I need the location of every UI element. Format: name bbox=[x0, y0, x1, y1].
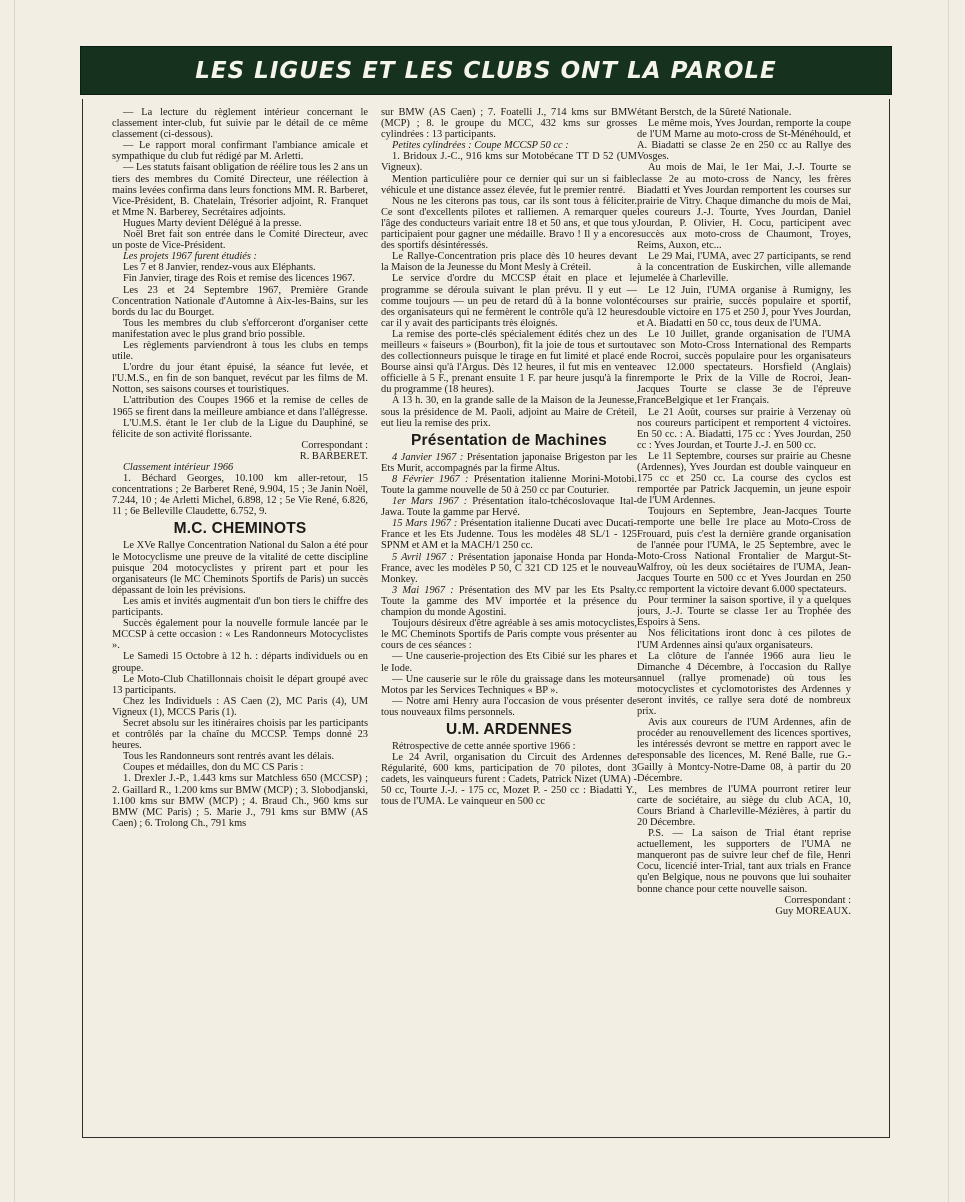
paragraph: Le 11 Septembre, courses sur prairie au Chesne (Ardennes), Yves Jourdan est double vainqueur en 175 cc et 250 cc. La course des cyclos est remportée par Patrick Jacquemin, un jeune espoir de l'UM Ardennes. bbox=[637, 450, 851, 507]
paragraph: sur BMW (AS Caen) ; 7. Foatelli J., 714 kms sur BMW (MCP) ; 8. le groupe du MCC, 432 kms sur grosses cylindrées : 13 participants. bbox=[381, 107, 637, 141]
paragraph: 1. Drexler J.-P., 1.443 kms sur Matchless 650 (MCCSP) ; 2. Gaillard R., 1.200 kms sur BMW (MCP) ; 3. Slobodjanski, 1.100 kms sur BMW (MCP) ; 4. Braud Ch., 960 kms sur BMW (MC Paris) ; 5. Marie J., 791 kms sur BMW (AS Caen) ; 6. Trolong Ch., 791 kms bbox=[112, 773, 368, 829]
paragraph: Nous ne les citerons pas tous, car ils sont tous à féliciter. Ce sont d'excellents pilotes et ralliemen. A remarquer que l'âge des conducteurs variait entre 18 et 50 ans, et que tous y participaient pour gagner une médaille. Bravo ! Il y a encore des sportifs désintéressés. bbox=[381, 195, 637, 252]
paragraph: Les membres de l'UMA pourront retirer leur carte de sociétaire, au siège du club ACA, 10, Cours Briand à Charleville-Mézières, à partir du 20 Décembre. bbox=[637, 783, 851, 828]
section-heading: M.C. CHEMINOTS bbox=[173, 520, 307, 538]
paragraph-date: 4 Janvier 1967 : bbox=[392, 451, 464, 463]
text-column-2 bbox=[381, 107, 637, 1127]
paragraph: Au mois de Mai, le 1er Mai, J.-J. Tourte se classe 2e au moto-cross de Nancy, les frères Biadatti et Yves Jourdan remportent les courses sur prairie de Vitry. Chaque dimanche du mois de Mai, les coureurs J.-J. Tourte, Yves Jourdan, Daniel Jourdan, P. Olivier, H. Cocu, participent avec succès aux moto-cross de Chaumont, Troyes, Reims, Auxon, etc... bbox=[637, 162, 851, 252]
signature-line: Correspondant : bbox=[301, 439, 368, 451]
paragraph-date: 1er Mars 1967 : bbox=[392, 496, 468, 508]
text-column-1 bbox=[112, 107, 368, 1127]
paragraph: Le 21 Août, courses sur prairie à Verzenay où nos coureurs participent et remportent 4 victoires. En 50 cc. : A. Biadatti, 175 cc : Yves Jourdan, 250 cc : Yves Jourdan, et Tourte J.-J. en 500 cc. bbox=[637, 406, 851, 451]
banner-title: LES LIGUES ET LES CLUBS ONT LA PAROLE bbox=[195, 57, 777, 84]
paragraph: — Une causerie-projection des Ets Cibié sur les phares et le Iode. bbox=[381, 651, 637, 674]
dated-paragraph bbox=[381, 474, 637, 496]
paragraph: Le même mois, Yves Jourdan, remporte la coupe de l'UM Marne au moto-cross de St-Ménéhould, et A. Biadatti se classe 2e en 250 cc au Rallye des Vosges. bbox=[637, 118, 851, 163]
paragraph-text: Présentation italienne Morini-Motobi. Toute la gamme nouvelle de 50 à 250 cc par Couturier. bbox=[381, 473, 637, 496]
paragraph-date: 3 Mai 1967 : bbox=[392, 584, 454, 596]
paragraph: La clôture de l'année 1966 aura lieu le Dimanche 4 Décembre, à l'occasion du Rallye annuel (rallye promenade) où tous les motocyclistes et cyclomotoristes des Ardennes y seront invités, ce rallye sera doté de nombreux prix. bbox=[637, 650, 851, 718]
paragraph: Tous les Randonneurs sont rentrés avant les délais. bbox=[123, 751, 335, 763]
paragraph: Chez les Individuels : AS Caen (2), MC Paris (4), UM Vigneux (1), MCCS Paris (1). bbox=[112, 695, 368, 718]
paragraph: Le Moto-Club Chatillonnais choisit le départ groupé avec 13 participants. bbox=[112, 673, 368, 696]
paragraph-text: Présentation italo-tchécoslovaque Ital-Jawa. Toute la gamme par Hervé. bbox=[381, 496, 637, 519]
paragraph-text: Présentation japonaise Honda par Honda-France, avec les modèles P 50, C 321 CD 125 et le nouveau Monkey. bbox=[381, 551, 637, 585]
paragraph: Le 10 Juillet, grande organisation de l'UMA avec son Moto-Cross International des Remparts de Rocroi, succès populaire pour les organisateurs avec 12.000 spectateurs. Horsfield (Anglais) remporte le Prix de la Ville de Rocroi, Jean-Jacques Tourte se classe 3e de l'épreuve FranceBelgique et 1er Français. bbox=[637, 328, 851, 407]
signature-line: R. BARBERET. bbox=[299, 450, 368, 462]
paragraph: Fin Janvier, tirage des Rois et remise des licences 1967. bbox=[123, 273, 355, 285]
dated-paragraph bbox=[381, 552, 637, 585]
paragraph: Hugues Marty devient Délégué à la presse. bbox=[123, 217, 302, 229]
paragraph-date: 5 Avril 1967 : bbox=[392, 551, 454, 563]
dated-paragraph bbox=[381, 452, 637, 474]
paragraph: Mention particulière pour ce dernier qui sur un si faible véhicule et une distance assez élevée, fut le premier rentré. bbox=[381, 173, 637, 196]
paragraph: — Notre ami Henry aura l'occasion de vous présenter de tous nouveaux films personnels. bbox=[381, 695, 637, 718]
paragraph: Rétrospective de cette année sportive 1966 : bbox=[392, 740, 576, 752]
paragraph: Avis aux coureurs de l'UM Ardennes, afin de procéder au renouvellement des licences sportives, les intéressés devront se mettre en rapport avec le responsable des licences, M. René Balle, rue G.-Gailly à Montcy-Notre-Dame 08, à partir du 20 Décembre. bbox=[637, 717, 851, 784]
paragraph: Les 7 et 8 Janvier, rendez-vous aux Eléphants. bbox=[123, 262, 316, 274]
dated-paragraph bbox=[381, 496, 637, 518]
paragraph: Pour terminer la saison sportive, il y a quelques jours, J.-J. Tourte se classe 1er au Trophée des Espoirs à Sens. bbox=[637, 595, 851, 629]
paragraph: 1. Béchard Georges, 10.100 km aller-retour, 15 concentrations ; 2e Barberet René, 9.904, 15 ; 3e Janin Noël, 7.244, 10 ; 4e Arletti Michel, 6.898, 12 ; 5e Vie René, 6.826, 11 ; 6e Belleville Claudette, 6.752, 9. bbox=[112, 473, 368, 518]
section-heading: Présentation de Machines bbox=[410, 431, 608, 449]
paragraph: — Une causerie sur le rôle du graissage dans les moteurs Motos par les Services Techniques « BP ». bbox=[381, 673, 637, 696]
signature-line: Guy MOREAUX. bbox=[775, 905, 851, 917]
section-heading: U.M. ARDENNES bbox=[445, 720, 573, 738]
italic-subheading: Les projets 1967 furent étudiés : bbox=[123, 251, 258, 263]
dated-paragraph bbox=[381, 585, 637, 618]
paragraph: Les règlements parviendront à tous les clubs en temps utile. bbox=[112, 339, 368, 363]
paragraph: P.S. — La saison de Trial étant reprise actuellement, les supporters de l'UMA ne manqueront pas de suivre leur chef de file, Henri Cocu, licencié inter-Trial, tant aux trials en France qu'en Belgique, nous ne pouvons que lui souhaiter bonne chance pour cette nouvelle saison. bbox=[637, 828, 851, 895]
paragraph: Secret absolu sur les itinéraires choisis par les participants et contrôlés par la chaîne du MCCSP. Temps donné 23 heures. bbox=[112, 717, 368, 752]
paragraph: 1. Bridoux J.-C., 916 kms sur Motobécane TT D 52 (UM Vigneux). bbox=[381, 151, 637, 174]
paragraph: Nos félicitations iront donc à ces pilotes de l'UM Ardennes ainsi qu'aux organisateurs. bbox=[637, 628, 851, 651]
paragraph: Les amis et invités augmentait d'un bon tiers le chiffre des participants. bbox=[112, 595, 368, 619]
paragraph: L'attribution des Coupes 1966 et la remise de celles de 1965 se firent dans la meilleure ambiance et dans l'allégresse. bbox=[112, 395, 368, 418]
paragraph-text: Présentation japonaise Brigeston par les Ets Murit, accompagnés par la firme Altus. bbox=[381, 451, 637, 474]
paragraph: Le Rallye-Concentration pris place dès 10 heures devant la Maison de la Jeunesse du Mont Mesly à Créteil. bbox=[381, 251, 637, 274]
text-column-3 bbox=[637, 107, 851, 1127]
signature-line: Correspondant : bbox=[784, 894, 851, 906]
dated-paragraph bbox=[381, 518, 637, 551]
italic-subheading: Classement intérieur 1966 bbox=[123, 462, 234, 473]
paragraph: Toujours désireux d'être agréable à ses amis motocyclistes, le MC Cheminots Sportifs de Paris compte vous présenter au cours de ces séances : bbox=[381, 618, 637, 652]
paragraph: Toujours en Septembre, Jean-Jacques Tourte remporte une belle 1re place au Moto-Cross de Frouard, puis c'est la dernière grande organisation de l'année pour l'UMA, le 25 Septembre, avec le Moto-Cross National Frontalier de Margut-St-Walfroy, où les deux sociétaires de l'UMA, Jean-Jacques Tourte en 500 cc et Yves Jourdan en 250 cc remportent la victoire devant 6.000 spectateurs. bbox=[637, 506, 851, 596]
paragraph: L'ordre du jour étant épuisé, la séance fut levée, et l'U.M.S., en fin de son banquet, revécut par les films de M. Notton, ses saisons courses et touristiques. bbox=[112, 362, 368, 396]
paragraph: — Le rapport moral confirmant l'ambiance amicale et sympathique du club fut rédigé par M. Arletti. bbox=[112, 140, 368, 163]
paragraph: Le 29 Mai, l'UMA, avec 27 participants, se rend à la concentration de Euskirchen, ville allemande jumelée à Charleville. bbox=[637, 251, 851, 285]
paragraph: La remise des porte-clés spécialement édités chez un des meilleurs « faiseurs » (Bourbon), fit la joie de tous et surtout des collectionneurs puisque le tirage en fut limité et placé en Bourse ainsi qu'à l'Argus. Dès 12 heures, il fut mis en vente officielle à 5 F., prenant ensuite 1 F. par heure jusqu'à la fin du programme (18 heures). bbox=[381, 328, 637, 396]
paragraph: Le Samedi 15 Octobre à 12 h. : départs individuels ou en groupe. bbox=[112, 651, 368, 674]
paragraph-date: 15 Mars 1967 : bbox=[392, 518, 458, 530]
section-banner bbox=[80, 46, 892, 95]
paragraph: — La lecture du règlement intérieur concernant le classement inter-club, fut suivie par le détail de ce même classement (ci-dessous). bbox=[112, 107, 368, 141]
paragraph: A 13 h. 30, en la grande salle de la Maison de la Jeunesse, sous la présidence de M. Paoli, adjoint au Maire de Créteil, eut lieu la remise des prix. bbox=[381, 395, 637, 429]
paragraph: Le service d'ordre du MCCSP était en place et le programme se déroula suivant le plan prévu. Il y eut — comme toujours — un peu de retard dû à la bonne volonté des organisateurs qui ne fermèrent le contrôle qu'à 12 heures car il y avait des participants très éloignés. bbox=[381, 273, 637, 329]
paragraph: Coupes et médailles, don du MC CS Paris : bbox=[123, 762, 304, 774]
paragraph-date: 8 Février 1967 : bbox=[392, 473, 469, 485]
paragraph: étant Berstch, de la Sûreté Nationale. bbox=[637, 107, 792, 118]
paragraph: Le 24 Avril, organisation du Circuit des Ardennes de Régularité, 600 kms, participation de 70 pilotes, dont 3 cadets, les vainqueurs furent : Cadets, Patrick Nizet (UMA) - 50 cc, Tourte J.-J. - 175 cc, Mozet P. - 250 cc : Biadatti Y., tous de l'UMA. Le vainqueur en 500 cc bbox=[381, 752, 637, 808]
paragraph: L'U.M.S. étant le 1er club de la Ligue du Dauphiné, se félicite de son activité florissante. bbox=[112, 417, 368, 440]
paragraph-text: Présentation italienne Ducati avec Ducati-France et les Ets Judenne. Tous les modèles 48 SL/1 - 125 SPNM et AM et la MACH/1 250 cc. bbox=[381, 518, 637, 552]
paragraph-text: Présentation des MV par les Ets Psalty. Toute la gamme des MV importée et la présence du champion du monde Agostini. bbox=[381, 584, 637, 619]
paragraph: Succès également pour la nouvelle formule lancée par le MCCSP à cette occasion : « Les Randonneurs Motocyclistes ». bbox=[112, 618, 368, 652]
paragraph: Le XVe Rallye Concentration National du Salon a été pour le Motocyclisme une preuve de la vitalité de cette discipline puisque 204 motocyclistes y prirent part et pour les organisateurs (le MC Cheminots Sportifs de Paris) un succès dépassant de loin les prévisions. bbox=[112, 540, 368, 596]
paragraph: Les 23 et 24 Septembre 1967, Première Grande Concentration Nationale d'Automne à Aix-les-Bains, sur les bords du lac du Bourget. bbox=[112, 284, 368, 318]
paragraph: Le 12 Juin, l'UMA organise à Rumigny, les courses sur prairie, succès populaire et sportif, double victoire en 175 et 250 J, pour Yves Jourdan, et A. Biadatti en 50 cc, tous deux de l'UMA. bbox=[637, 284, 851, 329]
paragraph: — Les statuts faisant obligation de réélire tous les 2 ans un tiers des membres du Comité Directeur, une réélection à mains levées confirma dans leurs fonctions MM. R. Barberet, Vice-Président, B. Chatelain, Trésorier adjoint, R. Franquet et Mme N. Barberey, Secrétaires adjoints. bbox=[112, 162, 368, 218]
paragraph: Tous les membres du club s'efforceront d'organiser cette manifestation avec le plus grand brio possible. bbox=[112, 317, 368, 340]
italic-subheading: Petites cylindrées : Coupe MCCSP 50 cc : bbox=[392, 140, 569, 152]
paragraph: Noël Bret fait son entrée dans le Comité Directeur, avec un poste de Vice-Président. bbox=[112, 229, 368, 252]
